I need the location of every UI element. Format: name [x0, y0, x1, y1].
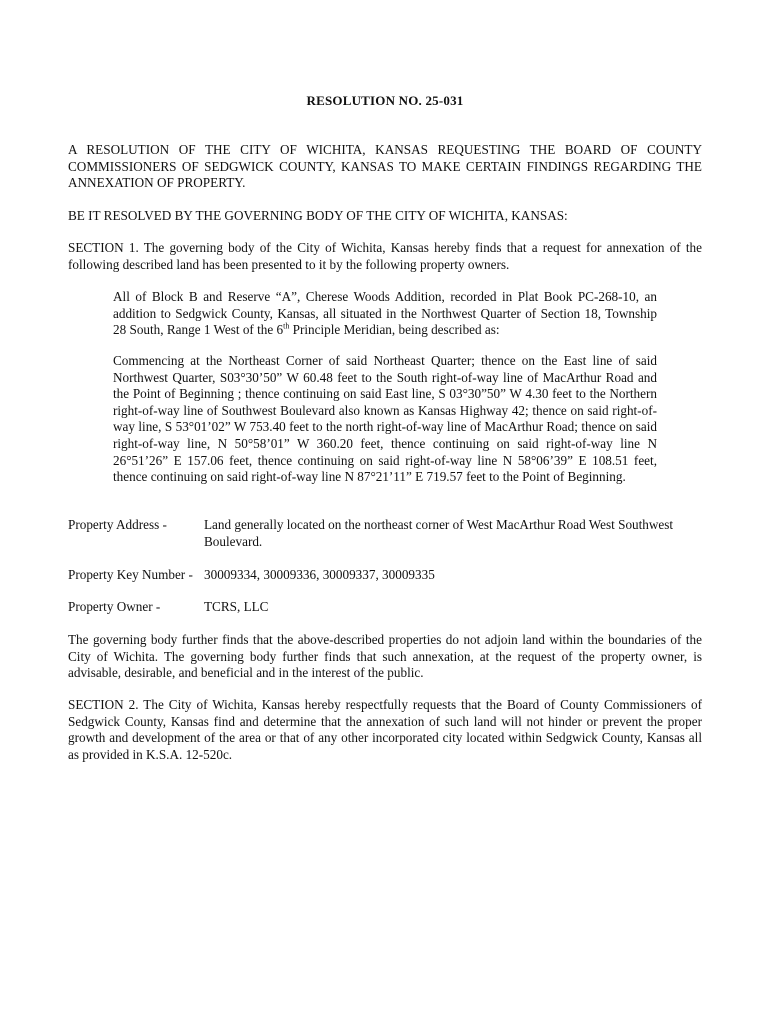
- legal-description-superscript: th: [283, 321, 290, 331]
- legal-description-part-2: Principle Meridian, being described as:: [289, 322, 500, 338]
- metes-and-bounds-description: Commencing at the Northeast Corner of said Northeast Quarter; thence on the East line of said Northwest Quarter, S03°30’50” W 60.48 feet to the South right-of-way line of MacArthur Road and the Point of Beginning ; thence continuing on said East line, S 03°30”50” W 4.30 feet to the Northern right-of-way line of Southwest Boulevard also known as Kansas Highway 42; thence on said right-of-way line, S 53°01’02” W 753.40 feet to the north right-of-way line of MacArthur Road; thence on said right-of-way line, N 50°58’01” W 360.20 feet, thence continuing on said right-of-way line N 26°51’26” E 157.06 feet, thence continuing on said right-of-way line N 58°06’39” E 108.51 feet, thence continuing on said right-of-way line N 87°21’11” E 719.57 feet to the Point of Beginning.: [113, 353, 657, 485]
- findings-paragraph: The governing body further finds that the above-described properties do not adjoin land within the boundaries of the City of Wichita. The governing body further finds that such annexation, at the request of the property owner, is advisable, desirable, and beneficial and in the interest of the public.: [68, 632, 702, 681]
- property-owner-value: TCRS, LLC: [204, 599, 269, 614]
- property-address-value: Land generally located on the northeast corner of West MacArthur Road West Southwest Boulevard.: [204, 517, 674, 549]
- section-2-paragraph: SECTION 2. The City of Wichita, Kansas hereby respectfully requests that the Board of County Commissioners of Sedgwick County, Kansas find and determine that the annexation of such land will not hinder or prevent the proper growth and development of the area or that of any other incorporated city located within Sedgwick County, Kansas all as provided in K.S.A. 12-520c.: [68, 697, 702, 762]
- property-key-label: Property Key Number -: [68, 567, 193, 582]
- resolution-title: RESOLUTION NO. 25-031: [306, 93, 464, 108]
- resolved-statement: BE IT RESOLVED BY THE GOVERNING BODY OF THE CITY OF WICHITA, KANSAS:: [68, 208, 568, 223]
- legal-description-part-1: All of Block B and Reserve “A”, Cherese Woods Addition, recorded in Plat Book PC-268-10, an addition to Sedgwick County, Kansas, all situated in the Northwest Quarter of Section 18, Township 28 South, Range 1 West of the 6: [113, 289, 657, 338]
- property-address-label: Property Address -: [68, 517, 167, 532]
- property-key-value: 30009334, 30009336, 30009337, 30009335: [204, 567, 435, 582]
- section-1-paragraph: SECTION 1. The governing body of the City of Wichita, Kansas hereby finds that a request for annexation of the following described land has been presented to it by the following property owners.: [68, 240, 702, 272]
- resolution-intro: A RESOLUTION OF THE CITY OF WICHITA, KANSAS REQUESTING THE BOARD OF COUNTY COMMISSIONERS OF SEDGWICK COUNTY, KANSAS TO MAKE CERTAIN FINDINGS REGARDING THE ANNEXATION OF PROPERTY.: [68, 142, 702, 191]
- legal-description: [113, 289, 657, 339]
- property-owner-label: Property Owner -: [68, 599, 161, 614]
